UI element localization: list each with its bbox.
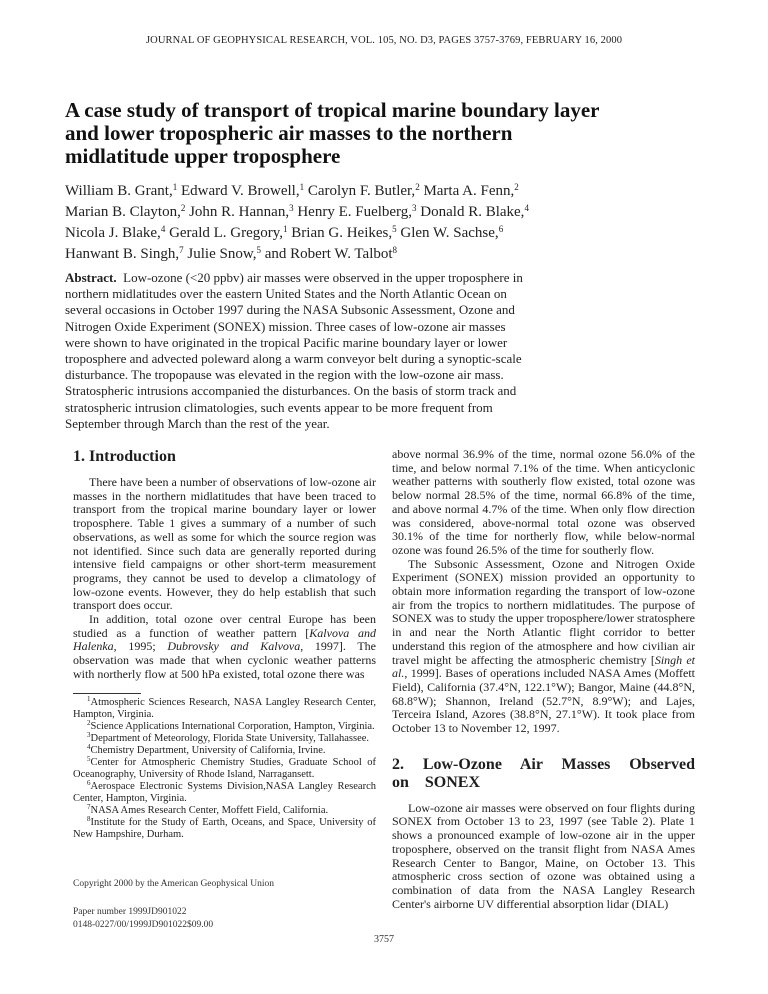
author-name: Julie Snow, [187, 246, 257, 262]
author-name: Carolyn F. Butler, [307, 183, 416, 199]
abstract-line: several occasions in October 1997 during the NASA Subsonic Assessment, Ozone and [65, 302, 515, 318]
intro-paragraph-2-continued: above normal 36.9% of the time, normal ozone 56.0% of the time, and below normal 7.1% of the time. When anticyclonic weather patterns with southerly flow existed, total ozone was below normal 28.5% of the time, normal 66.8% of the time, and above normal 4.7% of the time. When only flow direction was considered, above-normal total ozone was observed 30.1% of the time for northerly flow, while below-normal ozone was found 26.5% of the time for southerly flow. [392, 447, 695, 557]
footnote: $^2$Science Applications International Corporation, Hampton, Virginia. [87, 719, 375, 732]
citation: Kalvova and Halenka [73, 625, 376, 654]
author-name: John R. Hannan, [189, 204, 290, 220]
affiliation-marker: 1 [283, 224, 288, 234]
affiliation-marker: 6 [498, 224, 504, 234]
section-2-paragraph-1: Low-ozone air masses were observed on four flights during SONEX from October 13 to 23, 1997 (see Table 2). Plate 1 shows a pronounced example of low-ozone air in the upper troposphere, observed on the transit flight from NASA Ames Research Center to Bangor, Maine, on October 13. This atmospheric cross section of ozone was obtained using a combination of data from the NASA Langley Research Center's airborne UV differential absorption lidar (DIAL) [392, 800, 695, 911]
affiliation-marker: 7 [179, 245, 184, 255]
affiliation-marker: 2 [514, 182, 519, 192]
footnote: $^6$Aerospace Electronic Systems Division,NASA Langley Research Center, Hampton, Virginia. [73, 779, 376, 804]
affiliation-marker: 4 [524, 203, 529, 213]
author-name: William B. Grant, [65, 183, 173, 199]
affiliation-marker: 8 [392, 245, 398, 255]
intro-paragraph-3: The Subsonic Assessment, Ozone and Nitrogen Oxide Experiment (SONEX) mission provided an opportunity to obtain more information regarding the transport of low-ozone air from the tropics to northern midlatitudes. The purpose of SONEX was to study the upper troposphere/lower stratosphere in and near the North Atlantic flight corridor to better understand this region of the atmosphere and how civilian air travel might be affecting the atmospheric chemistry [Singh et al., 1999]. Bases of operations included NASA Ames (Moffett Field), California (37.4°N, 122.1°W); Bangor, Maine (44.8°N, 68.8°W); Shannon, Ireland (52.7°N, 8.9°W); and Lajes, Terceira Island, Azores (38.8°N, 27.1°W). It took place from October 13 to November 12, 1997. [392, 556, 695, 736]
author-list [65, 181, 685, 265]
citation: Dubrovsky and Kalvova [167, 639, 301, 654]
affiliation-marker: 4 [160, 224, 166, 234]
paper-number: Paper number 1999JD901022 [73, 907, 187, 917]
intro-paragraph-1: There have been a number of observations of low-ozone air masses in the northern midlatitudes that have been traced to transport from the tropical marine boundary layer or lower troposphere. Table 1 gives a summary of a number of such observations, as well as some for which the source region was not identified. Since such data are generally reported during intensive field campaigns or other short-term measurement programs, they cannot be used to develop a climatology of low-ozone events. However, they do help establish that such transport does occur. [73, 475, 376, 613]
title-line: and lower tropospheric air masses to the northern [65, 121, 513, 145]
affiliation-marker: 3 [412, 203, 417, 213]
citation: Singh et al. [392, 652, 695, 681]
abstract-line: stratospheric intrusion climatologies, such events appear to be more frequent from [65, 399, 493, 415]
copyright-notice: Copyright 2000 by the American Geophysical Union [73, 879, 275, 889]
affiliation-marker: 3 [289, 203, 294, 213]
footnote: $^4$Chemistry Department, University of California, Irvine. [87, 743, 326, 756]
footnote: $^1$Atmospheric Sciences Research, NASA Langley Research Center, Hampton, Virginia. [73, 695, 376, 720]
affiliation-footnotes [73, 697, 376, 841]
abstract [65, 270, 565, 432]
author-name: and Robert W. Talbot [264, 246, 393, 262]
affiliation-marker: 1 [172, 182, 178, 192]
issn-code: 0148-0227/00/1999JD901022$09.00 [73, 919, 214, 930]
right-column [392, 448, 695, 911]
author-line [65, 181, 685, 202]
author-name: Gerald L. Gregory, [169, 225, 284, 241]
footnote: $^8$Institute for the Study of Earth, Oceans, and Space, University of New Hampshire, Durham. [73, 815, 376, 840]
abstract-line: disturbance. The tropopause was elevated in the region with the low-ozone air mass. [65, 367, 504, 383]
footnote-divider [73, 693, 141, 694]
author-line [65, 202, 685, 223]
abstract-line: Abstract. Low-ozone (<20 ppbv) air masses were observed in the upper troposphere in [65, 270, 523, 285]
abstract-line: were shown to have originated in the tropical Pacific marine boundary layer or lower [65, 334, 508, 350]
affiliation-marker: 2 [180, 203, 186, 213]
affiliation-marker: 5 [256, 245, 261, 255]
intro-paragraph-2: In addition, total ozone over central Europe has been studied as a function of weather pattern [Kalvova and Halenka, 1995; Dubrovsky and Kalvova, 1997]. The observation was made that when cyclonic weather patterns with northerly flow at 500 hPa existed, total ozone there was [73, 612, 376, 681]
title-line: A case study of transport of tropical marine boundary layer [65, 98, 600, 122]
author-name: Hanwant B. Singh, [65, 246, 180, 262]
author-name: Nicola J. Blake, [65, 225, 161, 241]
section-2-heading: 2. Low-Ozone Air Masses Observed on SONEX [392, 755, 695, 791]
footnote: $^5$Center for Atmospheric Chemistry Studies, Graduate School of Oceanography, University of Rhode Island, Narragansett. [73, 755, 376, 780]
left-column [73, 448, 376, 682]
paper-identifiers [73, 906, 213, 931]
author-name: Marta A. Fenn, [423, 183, 515, 199]
journal-header: JOURNAL OF GEOPHYSICAL RESEARCH, VOL. 105, NO. D3, PAGES 3757-3769, FEBRUARY 16, 2000 [145, 35, 623, 46]
author-line [65, 244, 685, 265]
affiliation-marker: 1 [299, 182, 305, 192]
author-name: Glen W. Sachse, [400, 225, 499, 241]
author-name: Marian B. Clayton, [65, 204, 181, 220]
abstract-label: Abstract. [65, 270, 117, 285]
abstract-line: September through March than the rest of the year. [65, 415, 330, 431]
abstract-line: troposphere and advected poleward along a warm conveyor belt during a synoptic-scale [65, 351, 522, 367]
title-line: midlatitude upper troposphere [65, 144, 341, 168]
abstract-line: northern midlatitudes over the eastern United States and the North Atlantic Ocean on [65, 286, 507, 302]
abstract-line: Nitrogen Oxide Experiment (SONEX) mission. Three cases of low-ozone air masses [65, 318, 506, 334]
footnote: $^3$Department of Meteorology, Florida State University, Tallahassee. [87, 731, 370, 744]
section-1-heading: 1. Introduction [73, 448, 176, 465]
abstract-line: Stratospheric intrusions accompanied the disturbances. On the basis of storm track and [65, 383, 517, 399]
author-name: Henry E. Fuelberg, [297, 204, 413, 220]
paper-title [65, 99, 665, 168]
page-number: 3757 [374, 934, 394, 945]
author-line [65, 223, 685, 244]
affiliation-marker: 2 [415, 182, 420, 192]
author-name: Brian G. Heikes, [291, 225, 393, 241]
author-name: Donald R. Blake, [420, 204, 525, 220]
author-name: Edward V. Browell, [180, 183, 300, 199]
footnote: $^7$NASA Ames Research Center, Moffett Field, California. [87, 803, 329, 816]
affiliation-marker: 5 [392, 224, 397, 234]
